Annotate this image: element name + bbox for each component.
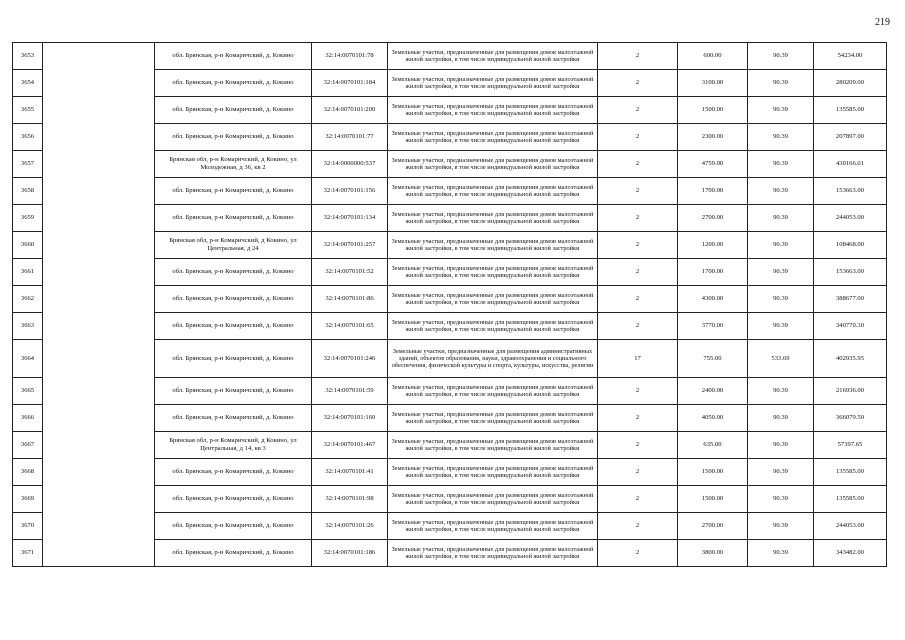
area-cell: 2400.00 xyxy=(678,378,748,405)
spacer-cell xyxy=(43,432,155,459)
area-cell: 4759.00 xyxy=(678,151,748,178)
row-number-cell: 3665 xyxy=(13,378,43,405)
use-group-cell: 2 xyxy=(598,151,678,178)
address-cell: обл. Брянская, р-н Комаричский, д. Кокино xyxy=(155,340,312,378)
specific-value-cell: 90.39 xyxy=(748,70,814,97)
row-number-cell: 3661 xyxy=(13,259,43,286)
use-group-cell: 2 xyxy=(598,178,678,205)
row-number-cell: 3654 xyxy=(13,70,43,97)
address-cell: обл. Брянская, р-н Комаричский, д. Кокино xyxy=(155,43,312,70)
cadastral-value-cell: 280209.00 xyxy=(814,70,887,97)
address-cell: Брянская обл, р-н Комаричский, д Кокино, ул Центральная, д 14, кв 3 xyxy=(155,432,312,459)
cadastral-value-cell: 153663.00 xyxy=(814,178,887,205)
address-cell: обл. Брянская, р-н Комаричский, д. Кокино xyxy=(155,70,312,97)
cadastral-value-cell: 244053.00 xyxy=(814,513,887,540)
table-row xyxy=(13,151,887,178)
specific-value-cell: 90.39 xyxy=(748,313,814,340)
cadastral-number-cell: 32:14:0070101:98 xyxy=(312,486,388,513)
address-cell: обл. Брянская, р-н Комаричский, д. Кокино xyxy=(155,259,312,286)
use-group-cell: 2 xyxy=(598,205,678,232)
table-row xyxy=(13,259,887,286)
specific-value-cell: 90.39 xyxy=(748,151,814,178)
page-number: 219 xyxy=(875,17,890,28)
use-group-cell: 2 xyxy=(598,259,678,286)
spacer-cell xyxy=(43,205,155,232)
land-use-cell: Земельные участки, предназначенные для размещения домов малоэтажной жилой застройки, в том числе индивидуальной жилой застройки xyxy=(388,178,598,205)
cadastral-value-cell: 135585.00 xyxy=(814,97,887,124)
use-group-cell: 2 xyxy=(598,124,678,151)
area-cell: 1500.00 xyxy=(678,486,748,513)
cadastral-value-cell: 340770.30 xyxy=(814,313,887,340)
address-cell: обл. Брянская, р-н Комаричский, д. Кокино xyxy=(155,178,312,205)
specific-value-cell: 90.39 xyxy=(748,432,814,459)
spacer-cell xyxy=(43,43,155,70)
use-group-cell: 2 xyxy=(598,432,678,459)
table-row xyxy=(13,124,887,151)
specific-value-cell: 90.39 xyxy=(748,232,814,259)
land-use-cell: Земельные участки, предназначенные для размещения домов малоэтажной жилой застройки, в том числе индивидуальной жилой застройки xyxy=(388,459,598,486)
row-number-cell: 3671 xyxy=(13,540,43,567)
table-row xyxy=(13,286,887,313)
cadastral-value-cell: 57397.65 xyxy=(814,432,887,459)
cadastral-number-cell: 32:14:0070101:200 xyxy=(312,97,388,124)
table-row xyxy=(13,340,887,378)
cadastral-value-cell: 430166.01 xyxy=(814,151,887,178)
cadastral-value-cell: 207897.00 xyxy=(814,124,887,151)
specific-value-cell: 90.39 xyxy=(748,513,814,540)
cadastral-value-table xyxy=(12,42,887,567)
cadastral-number-cell: 32:14:0070101:78 xyxy=(312,43,388,70)
address-cell: Брянская обл, р-н Комаричский, д Кокино, ул Центральная, д 24 xyxy=(155,232,312,259)
land-use-cell: Земельные участки, предназначенные для размещения домов малоэтажной жилой застройки, в том числе индивидуальной жилой застройки xyxy=(388,124,598,151)
land-use-cell: Земельные участки, предназначенные для размещения домов малоэтажной жилой застройки, в том числе индивидуальной жилой застройки xyxy=(388,378,598,405)
specific-value-cell: 90.39 xyxy=(748,286,814,313)
use-group-cell: 2 xyxy=(598,378,678,405)
area-cell: 2300.00 xyxy=(678,124,748,151)
spacer-cell xyxy=(43,313,155,340)
spacer-cell xyxy=(43,124,155,151)
address-cell: обл. Брянская, р-н Комаричский, д. Кокино xyxy=(155,378,312,405)
cadastral-value-cell: 135585.00 xyxy=(814,459,887,486)
cadastral-value-cell: 388677.00 xyxy=(814,286,887,313)
land-use-cell: Земельные участки, предназначенные для размещения домов малоэтажной жилой застройки, в том числе индивидуальной жилой застройки xyxy=(388,205,598,232)
address-cell: обл. Брянская, р-н Комаричский, д. Кокино xyxy=(155,459,312,486)
row-number-cell: 3658 xyxy=(13,178,43,205)
area-cell: 3770.00 xyxy=(678,313,748,340)
specific-value-cell: 90.39 xyxy=(748,486,814,513)
row-number-cell: 3659 xyxy=(13,205,43,232)
cadastral-number-cell: 32:14:0070101:184 xyxy=(312,70,388,97)
spacer-cell xyxy=(43,486,155,513)
cadastral-number-cell: 32:14:0070101:41 xyxy=(312,459,388,486)
area-cell: 3800.00 xyxy=(678,540,748,567)
area-cell: 1500.00 xyxy=(678,97,748,124)
cadastral-value-cell: 366079.50 xyxy=(814,405,887,432)
address-cell: обл. Брянская, р-н Комаричский, д. Кокино xyxy=(155,124,312,151)
land-use-cell: Земельные участки, предназначенные для размещения домов малоэтажной жилой застройки, в том числе индивидуальной жилой застройки xyxy=(388,486,598,513)
specific-value-cell: 90.39 xyxy=(748,540,814,567)
cadastral-value-cell: 343482.00 xyxy=(814,540,887,567)
table-row xyxy=(13,540,887,567)
table-row xyxy=(13,432,887,459)
area-cell: 3100.00 xyxy=(678,70,748,97)
cadastral-value-cell: 153663.00 xyxy=(814,259,887,286)
table-row xyxy=(13,97,887,124)
use-group-cell: 2 xyxy=(598,540,678,567)
spacer-cell xyxy=(43,378,155,405)
cadastral-number-cell: 32:14:0070101:65 xyxy=(312,313,388,340)
area-cell: 755.00 xyxy=(678,340,748,378)
land-use-cell: Земельные участки, предназначенные для размещения домов малоэтажной жилой застройки, в том числе индивидуальной жилой застройки xyxy=(388,70,598,97)
row-number-cell: 3657 xyxy=(13,151,43,178)
use-group-cell: 2 xyxy=(598,459,678,486)
address-cell: обл. Брянская, р-н Комаричский, д. Кокино xyxy=(155,405,312,432)
row-number-cell: 3668 xyxy=(13,459,43,486)
use-group-cell: 2 xyxy=(598,513,678,540)
area-cell: 1700.00 xyxy=(678,259,748,286)
cadastral-value-cell: 216936.00 xyxy=(814,378,887,405)
use-group-cell: 2 xyxy=(598,70,678,97)
area-cell: 1200.00 xyxy=(678,232,748,259)
land-use-cell: Земельные участки, предназначенные для размещения домов малоэтажной жилой застройки, в том числе индивидуальной жилой застройки xyxy=(388,259,598,286)
land-use-cell: Земельные участки, предназначенные для размещения домов малоэтажной жилой застройки, в том числе индивидуальной жилой застройки xyxy=(388,513,598,540)
use-group-cell: 2 xyxy=(598,232,678,259)
area-cell: 2700.00 xyxy=(678,513,748,540)
table-row xyxy=(13,486,887,513)
specific-value-cell: 90.39 xyxy=(748,97,814,124)
address-cell: обл. Брянская, р-н Комаричский, д. Кокино xyxy=(155,313,312,340)
use-group-cell: 2 xyxy=(598,405,678,432)
spacer-cell xyxy=(43,540,155,567)
cadastral-number-cell: 32:14:0070101:86 xyxy=(312,286,388,313)
cadastral-number-cell: 32:14:0070101:156 xyxy=(312,178,388,205)
specific-value-cell: 90.39 xyxy=(748,124,814,151)
address-cell: обл. Брянская, р-н Комаричский, д. Кокино xyxy=(155,286,312,313)
cadastral-value-cell: 108468.00 xyxy=(814,232,887,259)
land-use-cell: Земельные участки, предназначенные для размещения административных зданий, объектов образования, науки, здравоохранения и социального обеспечения, физической культуры и спорта, культуры, искусства, религии xyxy=(388,340,598,378)
row-number-cell: 3656 xyxy=(13,124,43,151)
spacer-cell xyxy=(43,70,155,97)
spacer-cell xyxy=(43,340,155,378)
use-group-cell: 2 xyxy=(598,486,678,513)
row-number-cell: 3663 xyxy=(13,313,43,340)
table-row xyxy=(13,70,887,97)
use-group-cell: 2 xyxy=(598,97,678,124)
land-use-cell: Земельные участки, предназначенные для размещения домов малоэтажной жилой застройки, в том числе индивидуальной жилой застройки xyxy=(388,405,598,432)
row-number-cell: 3667 xyxy=(13,432,43,459)
land-use-cell: Земельные участки, предназначенные для размещения домов малоэтажной жилой застройки, в том числе индивидуальной жилой застройки xyxy=(388,232,598,259)
land-use-cell: Земельные участки, предназначенные для размещения домов малоэтажной жилой застройки, в том числе индивидуальной жилой застройки xyxy=(388,97,598,124)
specific-value-cell: 90.39 xyxy=(748,378,814,405)
use-group-cell: 2 xyxy=(598,313,678,340)
land-use-cell: Земельные участки, предназначенные для размещения домов малоэтажной жилой застройки, в том числе индивидуальной жилой застройки xyxy=(388,313,598,340)
spacer-cell xyxy=(43,459,155,486)
use-group-cell: 17 xyxy=(598,340,678,378)
cadastral-number-cell: 32:14:0070101:160 xyxy=(312,405,388,432)
specific-value-cell: 90.39 xyxy=(748,405,814,432)
table-row xyxy=(13,232,887,259)
table-row xyxy=(13,205,887,232)
table-row xyxy=(13,513,887,540)
spacer-cell xyxy=(43,405,155,432)
specific-value-cell: 90.39 xyxy=(748,43,814,70)
area-cell: 1500.00 xyxy=(678,459,748,486)
cadastral-number-cell: 32:14:0070101:134 xyxy=(312,205,388,232)
area-cell: 600.00 xyxy=(678,43,748,70)
table-row xyxy=(13,43,887,70)
row-number-cell: 3662 xyxy=(13,286,43,313)
use-group-cell: 2 xyxy=(598,43,678,70)
specific-value-cell: 533.69 xyxy=(748,340,814,378)
specific-value-cell: 90.39 xyxy=(748,459,814,486)
cadastral-number-cell: 32:14:0070101:186 xyxy=(312,540,388,567)
area-cell: 635.00 xyxy=(678,432,748,459)
cadastral-value-cell: 135585.00 xyxy=(814,486,887,513)
land-use-cell: Земельные участки, предназначенные для размещения домов малоэтажной жилой застройки, в том числе индивидуальной жилой застройки xyxy=(388,151,598,178)
table-row xyxy=(13,405,887,432)
cadastral-number-cell: 32:14:0070101:246 xyxy=(312,340,388,378)
table-row xyxy=(13,378,887,405)
row-number-cell: 3666 xyxy=(13,405,43,432)
area-cell: 1700.00 xyxy=(678,178,748,205)
spacer-cell xyxy=(43,513,155,540)
cadastral-number-cell: 32:14:0070101:26 xyxy=(312,513,388,540)
address-cell: обл. Брянская, р-н Комаричский, д. Кокино xyxy=(155,513,312,540)
cadastral-number-cell: 32:14:0070101:257 xyxy=(312,232,388,259)
address-cell: Брянская обл, р-н Комаричский, д Кокино, ул Молодежная, д 36, кв 2 xyxy=(155,151,312,178)
cadastral-number-cell: 32:14:0070101:52 xyxy=(312,259,388,286)
spacer-cell xyxy=(43,232,155,259)
spacer-cell xyxy=(43,286,155,313)
spacer-cell xyxy=(43,259,155,286)
cadastral-number-cell: 32:14:0070101:77 xyxy=(312,124,388,151)
table-row xyxy=(13,459,887,486)
area-cell: 4300.00 xyxy=(678,286,748,313)
cadastral-value-cell: 54234.00 xyxy=(814,43,887,70)
row-number-cell: 3664 xyxy=(13,340,43,378)
cadastral-number-cell: 32:14:0070101:59 xyxy=(312,378,388,405)
address-cell: обл. Брянская, р-н Комаричский, д. Кокино xyxy=(155,97,312,124)
table-row xyxy=(13,178,887,205)
spacer-cell xyxy=(43,151,155,178)
spacer-cell xyxy=(43,178,155,205)
land-use-cell: Земельные участки, предназначенные для размещения домов малоэтажной жилой застройки, в том числе индивидуальной жилой застройки xyxy=(388,540,598,567)
area-cell: 2700.00 xyxy=(678,205,748,232)
address-cell: обл. Брянская, р-н Комаричский, д. Кокино xyxy=(155,486,312,513)
row-number-cell: 3669 xyxy=(13,486,43,513)
cadastral-value-cell: 244053.00 xyxy=(814,205,887,232)
land-use-cell: Земельные участки, предназначенные для размещения домов малоэтажной жилой застройки, в том числе индивидуальной жилой застройки xyxy=(388,286,598,313)
specific-value-cell: 90.39 xyxy=(748,178,814,205)
land-use-cell: Земельные участки, предназначенные для размещения домов малоэтажной жилой застройки, в том числе индивидуальной жилой застройки xyxy=(388,43,598,70)
spacer-cell xyxy=(43,97,155,124)
land-use-cell: Земельные участки, предназначенные для размещения домов малоэтажной жилой застройки, в том числе индивидуальной жилой застройки xyxy=(388,432,598,459)
cadastral-value-cell: 402935.95 xyxy=(814,340,887,378)
cadastral-number-cell: 32:14:0000000:537 xyxy=(312,151,388,178)
specific-value-cell: 90.39 xyxy=(748,205,814,232)
area-cell: 4050.00 xyxy=(678,405,748,432)
row-number-cell: 3653 xyxy=(13,43,43,70)
specific-value-cell: 90.39 xyxy=(748,259,814,286)
use-group-cell: 2 xyxy=(598,286,678,313)
table-row xyxy=(13,313,887,340)
row-number-cell: 3670 xyxy=(13,513,43,540)
address-cell: обл. Брянская, р-н Комаричский, д. Кокино xyxy=(155,205,312,232)
address-cell: обл. Брянская, р-н Комаричский, д. Кокино xyxy=(155,540,312,567)
cadastral-number-cell: 32:14:0070101:467 xyxy=(312,432,388,459)
row-number-cell: 3660 xyxy=(13,232,43,259)
row-number-cell: 3655 xyxy=(13,97,43,124)
